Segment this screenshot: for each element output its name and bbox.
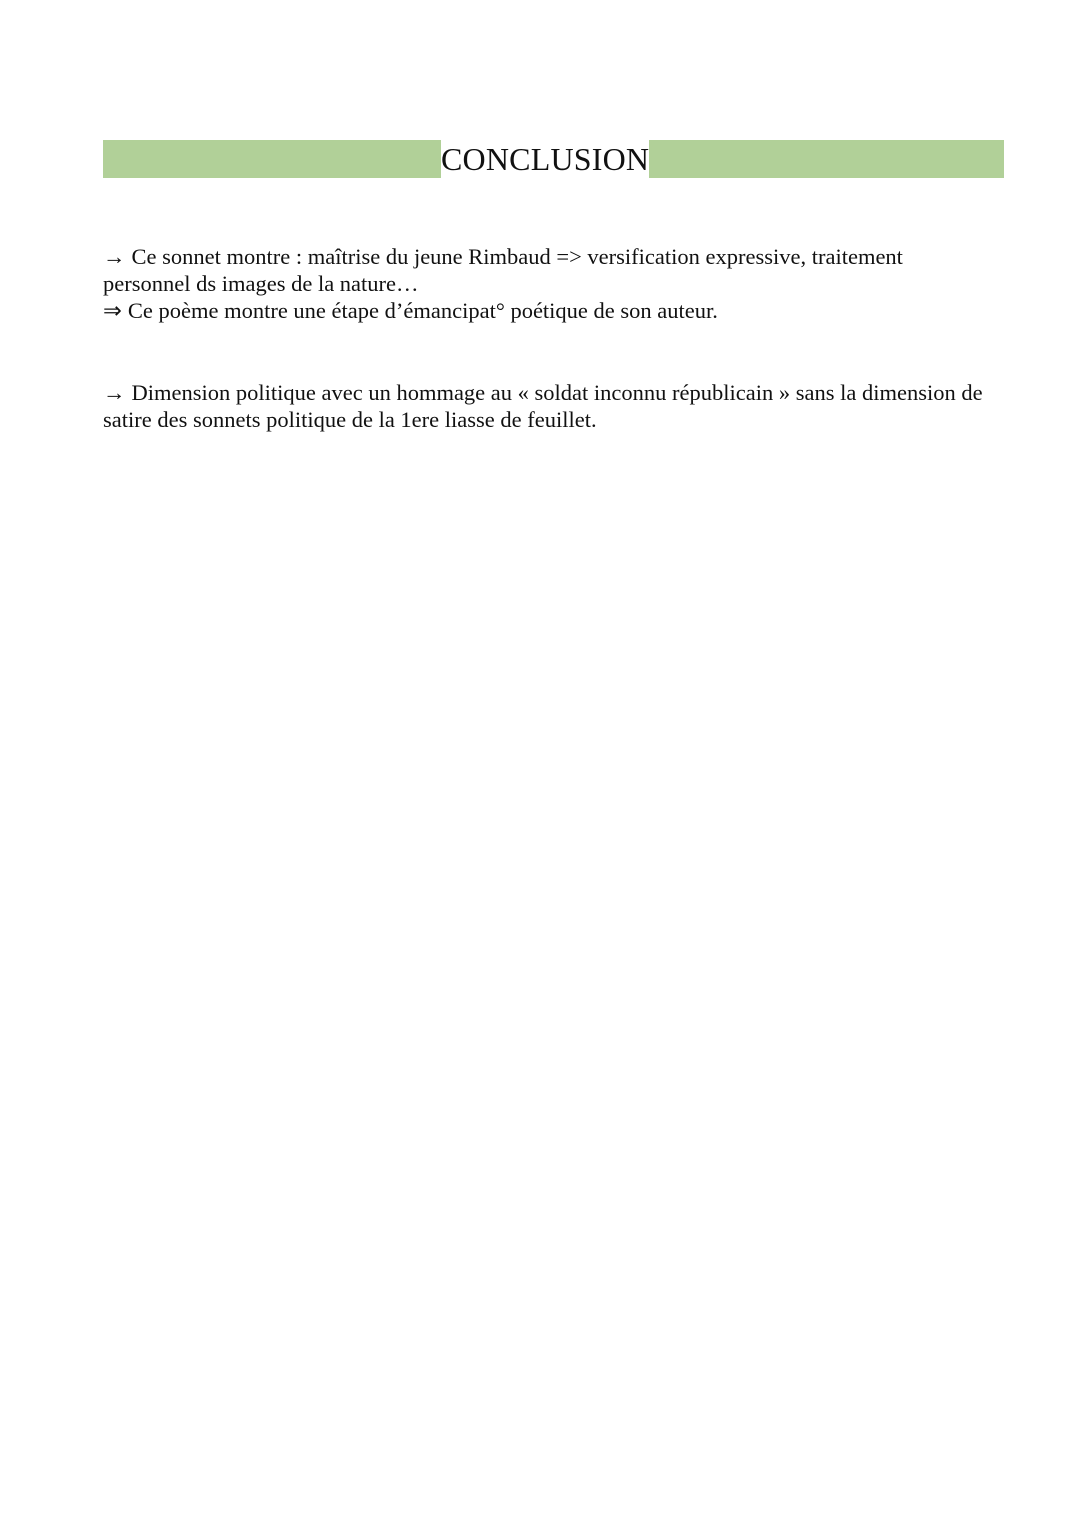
- paragraph-text: Ce poème montre une étape d’émancipat° poétique de son auteur.: [127, 298, 718, 323]
- title-band-left: [103, 140, 441, 178]
- paragraph: [103, 297, 983, 324]
- paragraph-text: Ce sonnet montre : maîtrise du jeune Rimbaud => versification expressive, traitement personnel ds images de la nature…: [103, 244, 903, 296]
- paragraph: [103, 379, 983, 433]
- conclusion-title-band: [103, 140, 1004, 178]
- conclusion-block-2: [103, 379, 983, 433]
- right-arrow-icon: →: [103, 380, 126, 405]
- double-right-arrow-icon: ⇒: [103, 298, 122, 323]
- paragraph: [103, 243, 983, 297]
- title-band-right: [649, 140, 1004, 178]
- right-arrow-icon: →: [103, 244, 126, 269]
- conclusion-block-1: [103, 243, 983, 324]
- paragraph-text: Dimension politique avec un hommage au « soldat inconnu républicain » sans la dimension de satire des sonnets politique de la 1ere liasse de feuillet.: [103, 380, 983, 432]
- page-title: CONCLUSION: [441, 141, 650, 177]
